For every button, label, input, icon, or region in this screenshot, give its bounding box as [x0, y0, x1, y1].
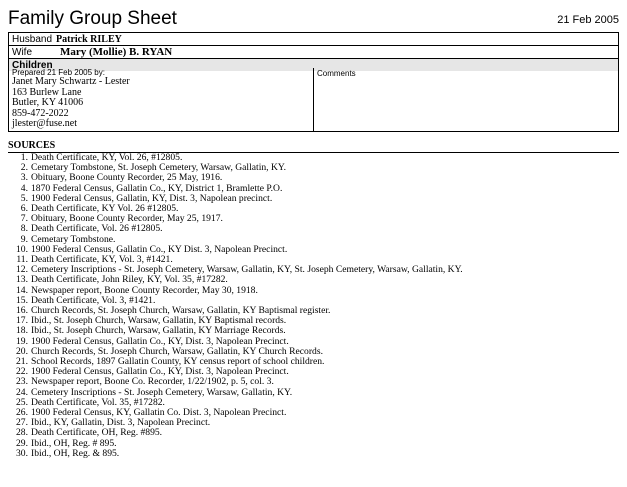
source-text: Ibid., St. Joseph Church, Warsaw, Gallatin, KY Marriage Records.	[31, 325, 286, 337]
comments-label: Comments	[317, 69, 356, 78]
source-text: Death Certificate, Vol. 3, #1421.	[31, 294, 156, 306]
source-text: 1900 Federal Census, Gallatin, KY, Dist. 3, Napolean precinct.	[31, 192, 273, 204]
source-number: 7.	[20, 213, 28, 225]
source-number: 2.	[20, 162, 28, 174]
sheet-date: 21 Feb 2005	[557, 14, 619, 26]
source-number: 18.	[16, 325, 28, 337]
family-header-box	[8, 32, 619, 71]
source-text: School Records, 1897 Gallatin County, KY census report of school children.	[31, 356, 325, 368]
source-text: Ibid., OH, Reg. # 895.	[31, 437, 117, 449]
preparer-city: Butler, KY 41006	[12, 97, 84, 108]
source-number: 21.	[16, 356, 28, 368]
source-item	[8, 449, 619, 459]
source-number: 13.	[16, 274, 28, 286]
source-number: 10.	[16, 243, 28, 255]
source-number: 5.	[20, 192, 28, 204]
source-number: 24.	[16, 386, 28, 398]
sources-heading: SOURCES	[8, 140, 619, 153]
preparer-email: jlester@fuse.net	[12, 118, 78, 129]
source-number: 1.	[20, 152, 28, 163]
source-number: 9.	[20, 233, 28, 245]
source-number: 8.	[20, 223, 28, 235]
source-text: Obituary, Boone County Recorder, May 25, 1917.	[31, 213, 223, 225]
source-number: 25.	[16, 396, 28, 408]
source-text: Death Certificate, Vol. 35, #17282.	[31, 396, 165, 408]
source-text: 1900 Federal Census, KY, Gallatin Co. Dist. 3, Napolean Precinct.	[31, 407, 287, 419]
source-number: 14.	[16, 284, 28, 296]
source-number: 26.	[16, 407, 28, 419]
source-text: Ibid., St. Joseph Church, Warsaw, Gallatin, KY Baptismal records.	[31, 315, 287, 327]
source-number: 15.	[16, 294, 28, 306]
source-text: Ibid., OH, Reg. & 895.	[31, 447, 120, 459]
source-number: 3.	[20, 172, 28, 184]
preparer-phone: 859-472-2022	[12, 107, 69, 119]
source-text: 1900 Federal Census, Gallatin Co., KY Dist. 3, Napolean Precinct.	[31, 243, 288, 255]
husband-label: Husband	[12, 33, 53, 45]
source-text: Death Certificate, KY, Vol. 26, #12805.	[31, 152, 183, 163]
wife-name: Mary (Mollie) B. RYAN	[60, 45, 173, 58]
comments-section	[314, 68, 618, 131]
source-number: 6.	[20, 203, 28, 215]
source-number: 12.	[16, 264, 28, 276]
source-text: 1900 Federal Census, Gallatin Co., KY, Dist. 3, Napolean Precinct.	[31, 335, 289, 347]
wife-label: Wife	[12, 46, 32, 58]
source-number: 16.	[16, 305, 28, 317]
preparer-box	[8, 68, 619, 132]
preparer-name: Janet Mary Schwartz - Lester	[12, 76, 130, 87]
source-number: 30.	[16, 447, 28, 459]
source-text: Cemetery Inscriptions - St. Joseph Cemetery, Warsaw, Gallatin, KY, St. Joseph Cemetery, Warsaw, Gallatin, KY.	[31, 264, 463, 276]
preparer-street: 163 Burlew Lane	[12, 86, 82, 98]
source-text: Ibid., KY, Gallatin, Dist. 3, Napolean Precinct.	[31, 417, 211, 429]
source-text: 1870 Federal Census, Gallatin Co., KY, District 1, Bramlette P.O.	[31, 182, 283, 194]
husband-row	[9, 33, 618, 46]
preparer-section	[9, 68, 314, 131]
source-text: Death Certificate, Vol. 26 #12805.	[31, 223, 163, 235]
source-number: 17.	[16, 315, 28, 327]
source-text: Death Certificate, KY Vol. 26 #12805.	[31, 203, 179, 215]
page-title: Family Group Sheet	[8, 8, 177, 29]
source-number: 27.	[16, 417, 28, 429]
source-text: Death Certificate, John Riley, KY, Vol. 35, #17282.	[31, 274, 228, 286]
source-text: Newspaper report, Boone Co. Recorder, 1/22/1902, p. 5, col. 3.	[31, 376, 274, 388]
prepared-label: Prepared 21 Feb 2005 by:	[12, 68, 105, 77]
source-text: Cemetary Tombstone, St. Joseph Cemetery, Warsaw, Gallatin, KY.	[31, 162, 286, 174]
source-text: Obituary, Boone County Recorder, 25 May, 1916.	[31, 172, 223, 184]
source-text: 1900 Federal Census, Gallatin Co., KY, Dist. 3, Napolean Precinct.	[31, 366, 289, 378]
source-text: Death Certificate, KY, Vol. 3, #1421.	[31, 254, 173, 266]
source-number: 4.	[20, 182, 28, 194]
source-number: 23.	[16, 376, 28, 388]
source-number: 29.	[16, 437, 28, 449]
source-text: Church Records, St. Joseph Church, Warsaw, Gallatin, KY Church Records.	[31, 345, 323, 357]
children-label: Children	[12, 59, 53, 71]
source-number: 19.	[16, 335, 28, 347]
source-text: Cemetary Tombstone.	[31, 233, 116, 245]
husband-name: Patrick RILEY	[56, 33, 122, 45]
sources-list	[8, 153, 619, 459]
source-number: 11.	[16, 254, 28, 266]
source-number: 20.	[16, 345, 28, 357]
source-text: Cemetery Inscriptions - St. Joseph Cemetery, Warsaw, Gallatin, KY.	[31, 386, 293, 398]
source-number: 28.	[16, 427, 28, 439]
source-number: 22.	[16, 366, 28, 378]
source-text: Church Records, St. Joseph Church, Warsaw, Gallatin, KY Baptismal register.	[31, 305, 331, 317]
sources-section	[8, 140, 619, 459]
source-text: Newspaper report, Boone County Recorder, May 30, 1918.	[31, 284, 258, 296]
source-text: Death Certificate, OH, Reg. #895.	[31, 427, 163, 439]
wife-row	[9, 46, 618, 59]
